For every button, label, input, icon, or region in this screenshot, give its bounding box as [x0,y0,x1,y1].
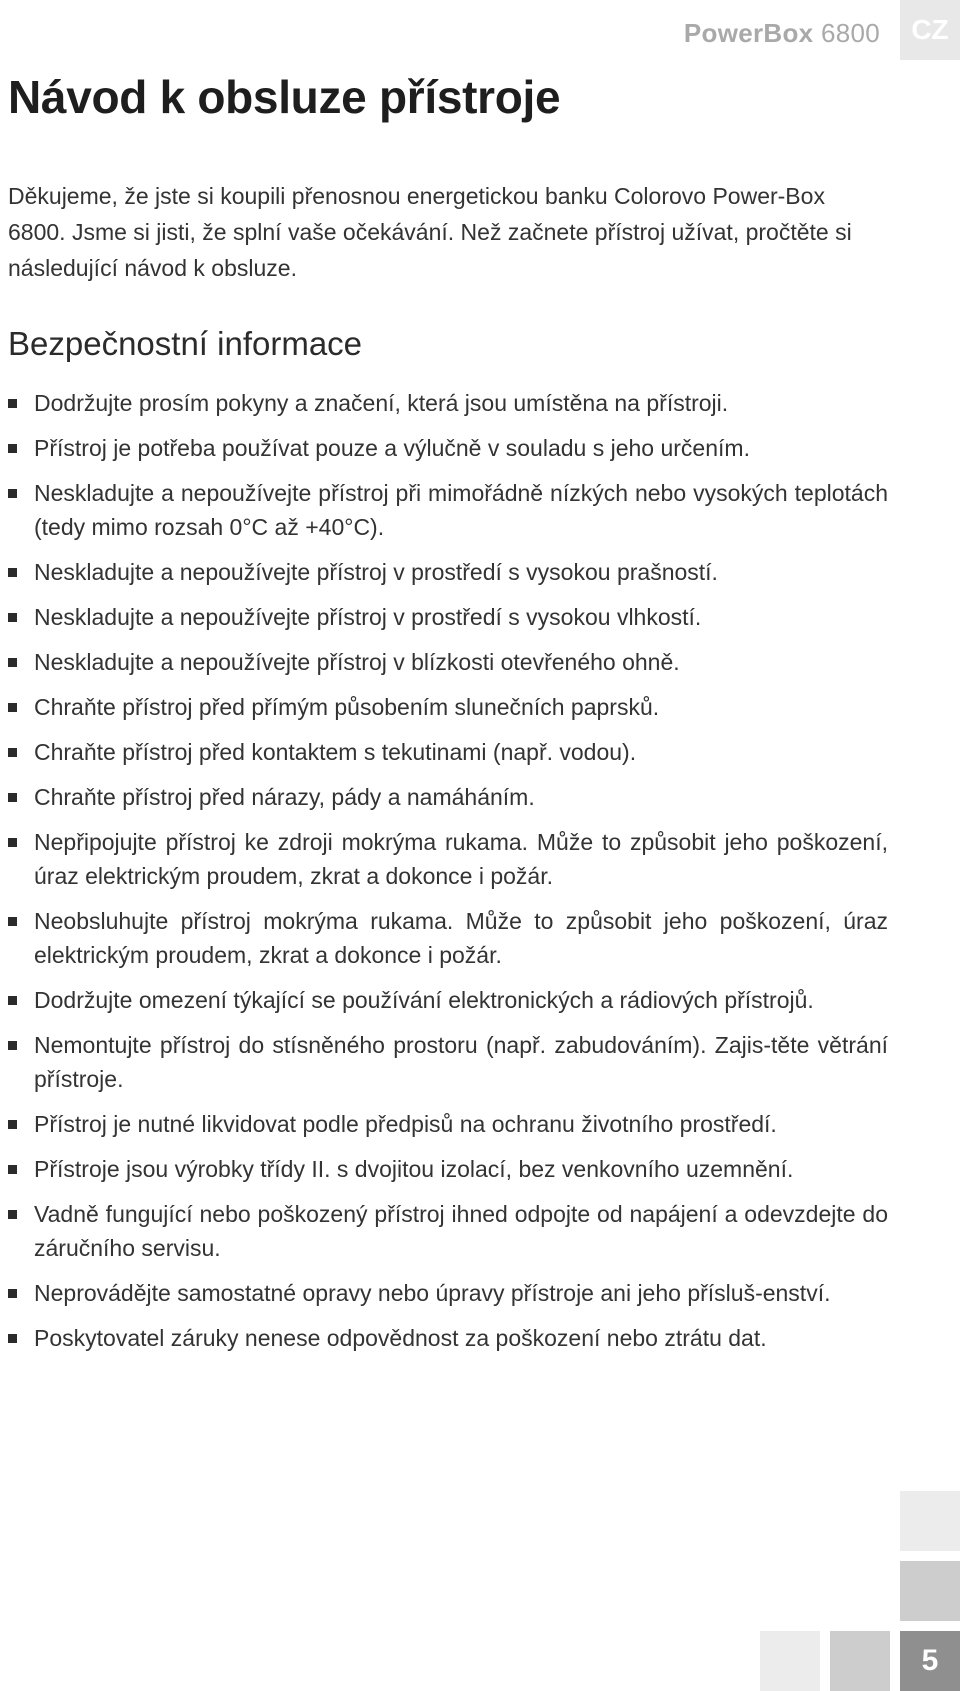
list-item-text: Přístroje jsou výrobky třídy II. s dvojitou izolací, bez venkovního uzemnění. [34,1156,794,1182]
list-item-text: Nemontujte přístroj do stísněného prostoru (např. zabudováním). Zajis-těte větrání přístroje. [34,1032,888,1092]
list-item-text: Chraňte přístroj před přímým působením slunečních paprsků. [34,694,660,720]
bullet-square-icon [8,399,17,408]
bullet-square-icon [8,1334,17,1343]
bullet-square-icon [8,658,17,667]
bullet-square-icon [8,1210,17,1219]
list-item [8,1197,888,1265]
list-item-text: Neskladujte a nepoužívejte přístroj při mimořádně nízkých nebo vysokých teplotách (tedy mimo rozsah 0°C až +40°C). [34,480,888,540]
bullet-square-icon [8,996,17,1005]
bullet-square-icon [8,1165,17,1174]
list-item-text: Přístroj je potřeba používat pouze a výlučně v souladu s jeho určením. [34,435,750,461]
list-item [8,645,888,679]
bullet-square-icon [8,568,17,577]
list-item [8,825,888,893]
safety-list [8,386,888,1366]
page-number: 5 [900,1631,960,1691]
list-item [8,780,888,814]
list-item [8,1028,888,1096]
decorative-tile [900,1491,960,1551]
list-item-text: Chraňte přístroj před kontaktem s tekutinami (např. vodou). [34,739,637,765]
bullet-square-icon [8,489,17,498]
list-item-text: Neprovádějte samostatné opravy nebo úpravy přístroje ani jeho přísluš-enství. [34,1280,831,1306]
brand-model: 6800 [820,18,880,48]
bullet-square-icon [8,917,17,926]
list-item-text: Neskladujte a nepoužívejte přístroj v blízkosti otevřeného ohně. [34,649,680,675]
list-item-text: Poskytovatel záruky nenese odpovědnost za poškození nebo ztrátu dat. [34,1325,767,1351]
list-item-text: Chraňte přístroj před nárazy, pády a namáháním. [34,784,535,810]
list-item [8,600,888,634]
list-item-text: Přístroj je nutné likvidovat podle předpisů na ochranu životního prostředí. [34,1111,777,1137]
language-badge: CZ [900,0,960,60]
list-item [8,904,888,972]
decorative-tile [760,1631,820,1691]
list-item-text: Vadně fungující nebo poškozený přístroj ihned odpojte od napájení a odevzdejte do záručního servisu. [34,1201,888,1261]
brand-logo [684,18,880,49]
list-item [8,983,888,1017]
bullet-square-icon [8,1041,17,1050]
bullet-square-icon [8,1120,17,1129]
safety-heading: Bezpečnostní informace [8,325,363,362]
list-item-text: Neskladujte a nepoužívejte přístroj v prostředí s vysokou vlhkostí. [34,604,702,630]
bullet-square-icon [8,444,17,453]
list-item [8,476,888,544]
list-item [8,735,888,769]
list-item [8,1276,888,1310]
list-item-text: Neobsluhujte přístroj mokrýma rukama. Může to způsobit jeho poškození, úraz elektrickým proudem, zkrat a dokonce i požár. [34,908,888,968]
decorative-tile [830,1631,890,1691]
bullet-square-icon [8,748,17,757]
bullet-square-icon [8,838,17,847]
list-item [8,1107,888,1141]
intro-paragraph: Děkujeme, že jste si koupili přenosnou energetickou banku Colorovo Power-Box 6800. Jsme si jisti, že splní vaše očekávání. Než začnete přístroj užívat, pročtěte si následující návod k obsluze. [8,183,852,281]
list-item [8,555,888,589]
list-item-text: Nepřipojujte přístroj ke zdroji mokrýma rukama. Může to způsobit jeho poškození, úraz elektrickým proudem, zkrat a dokonce i požár. [34,829,888,889]
list-item-text: Dodržujte omezení týkající se používání elektronických a rádiových přístrojů. [34,987,814,1013]
page-title: Návod k obsluze přístroje [8,71,561,123]
list-item [8,1152,888,1186]
bullet-square-icon [8,613,17,622]
decorative-tile [900,1561,960,1621]
list-item-text: Neskladujte a nepoužívejte přístroj v prostředí s vysokou prašností. [34,559,718,585]
list-item [8,690,888,724]
bullet-square-icon [8,1289,17,1298]
bullet-square-icon [8,793,17,802]
list-item [8,1321,888,1355]
list-item-text: Dodržujte prosím pokyny a značení, která jsou umístěna na přístroji. [34,390,729,416]
list-item [8,386,888,420]
bullet-square-icon [8,703,17,712]
brand-name: PowerBox [683,18,814,48]
list-item [8,431,888,465]
